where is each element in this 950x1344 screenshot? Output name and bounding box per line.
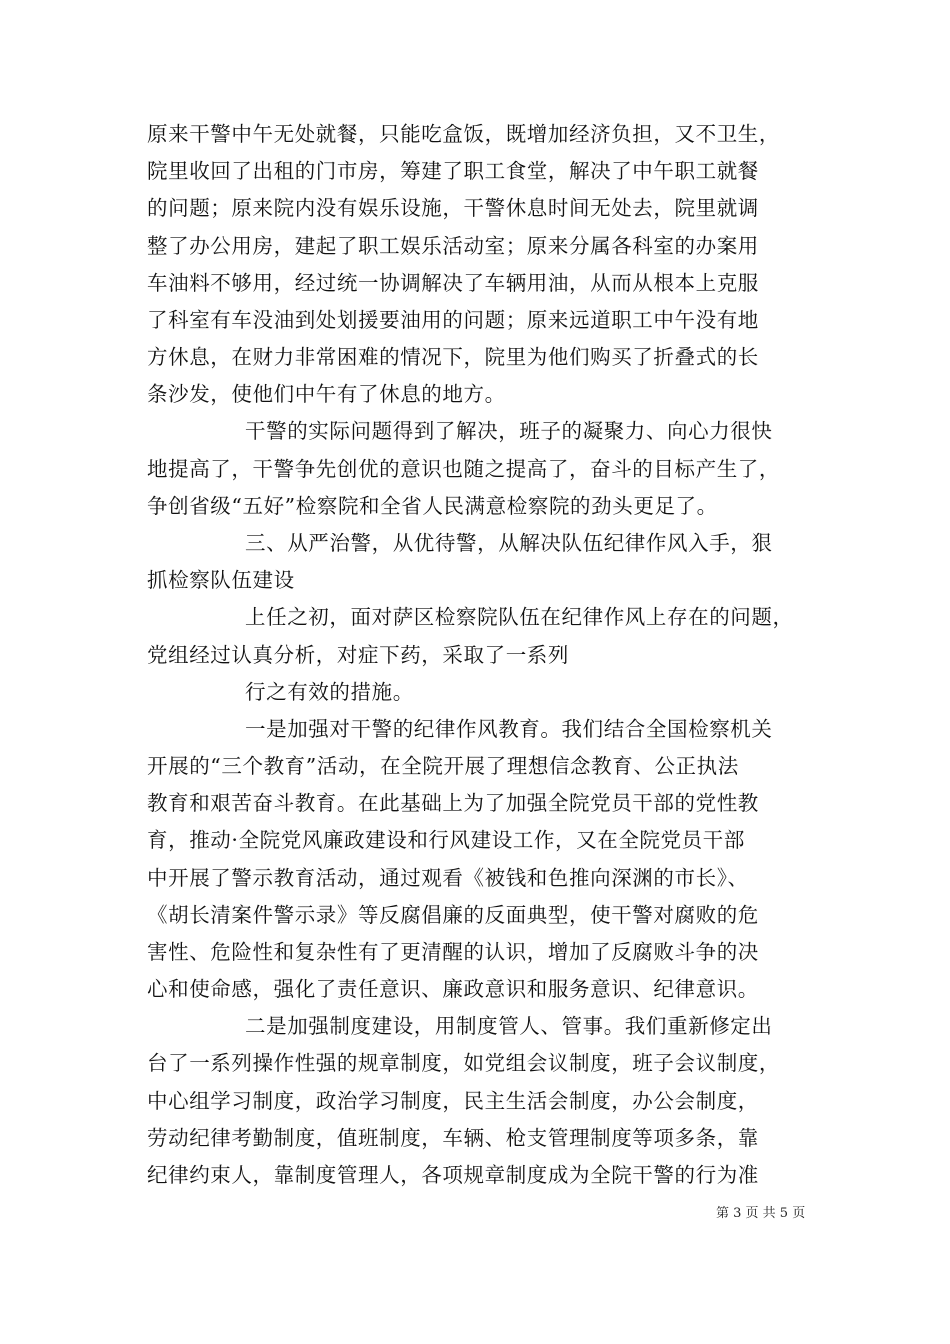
text-line: 《胡长清案件警示录》等反腐倡廉的反面典型，使干警对腐败的危 [147, 903, 759, 927]
text-line: 中心组学习制度，政治学习制度，民主生活会制度，办公会制度， [147, 1089, 759, 1113]
text-line: 上任之初，面对萨区检察院队伍在纪律作风上存在的问题， [245, 605, 794, 629]
text-line: 劳动纪律考勤制度，值班制度，车辆、枪支管理制度等项多条，靠 [147, 1126, 759, 1150]
text-line: 整了办公用房，建起了职工娱乐活动室；原来分属各科室的办案用 [147, 234, 759, 258]
page-number-footer: 第 3 页 共 5 页 [716, 1206, 806, 1221]
text-line: 原来干警中午无处就餐，只能吃盒饭，既增加经济负担，又不卫生， [147, 122, 780, 146]
text-line: 二是加强制度建设，用制度管人、管事。我们重新修定出 [245, 1014, 773, 1038]
text-line: 党组经过认真分析，对症下药，采取了一系列 [147, 643, 569, 667]
text-line: 的问题；原来院内没有娱乐设施，干警休息时间无处去，院里就调 [147, 196, 759, 220]
text-line: 害性、危险性和复杂性有了更清醒的认识，增加了反腐败斗争的决 [147, 940, 759, 964]
text-line: 台了一系列操作性强的规章制度，如党组会议制度，班子会议制度， [147, 1051, 780, 1075]
text-line: 地提高了，干警争先创优的意识也随之提高了，奋斗的目标产生了， [147, 457, 780, 481]
text-line: 方休息，在财力非常困难的情况下，院里为他们购买了折叠式的长 [147, 345, 759, 369]
text-line: 条沙发，使他们中午有了休息的地方。 [147, 382, 506, 406]
text-line: 中开展了警示教育活动，通过观看《被钱和色推向深渊的市长》、 [147, 866, 749, 890]
text-line: 心和使命感，强化了责任意识、廉政意识和服务意识、纪律意识。 [147, 977, 759, 1001]
text-line: 车油料不够用，经过统一协调解决了车辆用油，从而从根本上克服 [147, 271, 759, 295]
text-line: 院里收回了出租的门市房，筹建了职工食堂，解决了中午职工就餐 [147, 159, 759, 183]
text-line: 育，推动·全院党风廉政建设和行风建设工作，又在全院党员干部 [147, 828, 745, 852]
text-line: 教育和艰苦奋斗教育。在此基础上为了加强全院党员干部的党性教 [147, 791, 759, 815]
text-line: 争创省级“五好”检察院和全省人民满意检察院的劲头更足了。 [147, 494, 718, 518]
text-line: 开展的“三个教育”活动，在全院开展了理想信念教育、公正执法 [147, 754, 739, 778]
section-heading-line: 三、从严治警，从优待警，从解决队伍纪律作风入手，狠 [245, 531, 773, 555]
text-line: 一是加强对干警的纪律作风教育。我们结合全国检察机关 [245, 717, 773, 741]
text-line: 干警的实际问题得到了解决，班子的凝聚力、向心力很快 [245, 419, 773, 443]
text-line: 了科室有车没油到处划援要油用的问题；原来远道职工中午没有地 [147, 308, 759, 332]
text-line: 纪律约束人，靠制度管理人，各项规章制度成为全院干警的行为准 [147, 1163, 759, 1187]
section-heading-line: 抓检察队伍建设 [147, 568, 295, 592]
text-line: 行之有效的措施。 [245, 680, 414, 704]
